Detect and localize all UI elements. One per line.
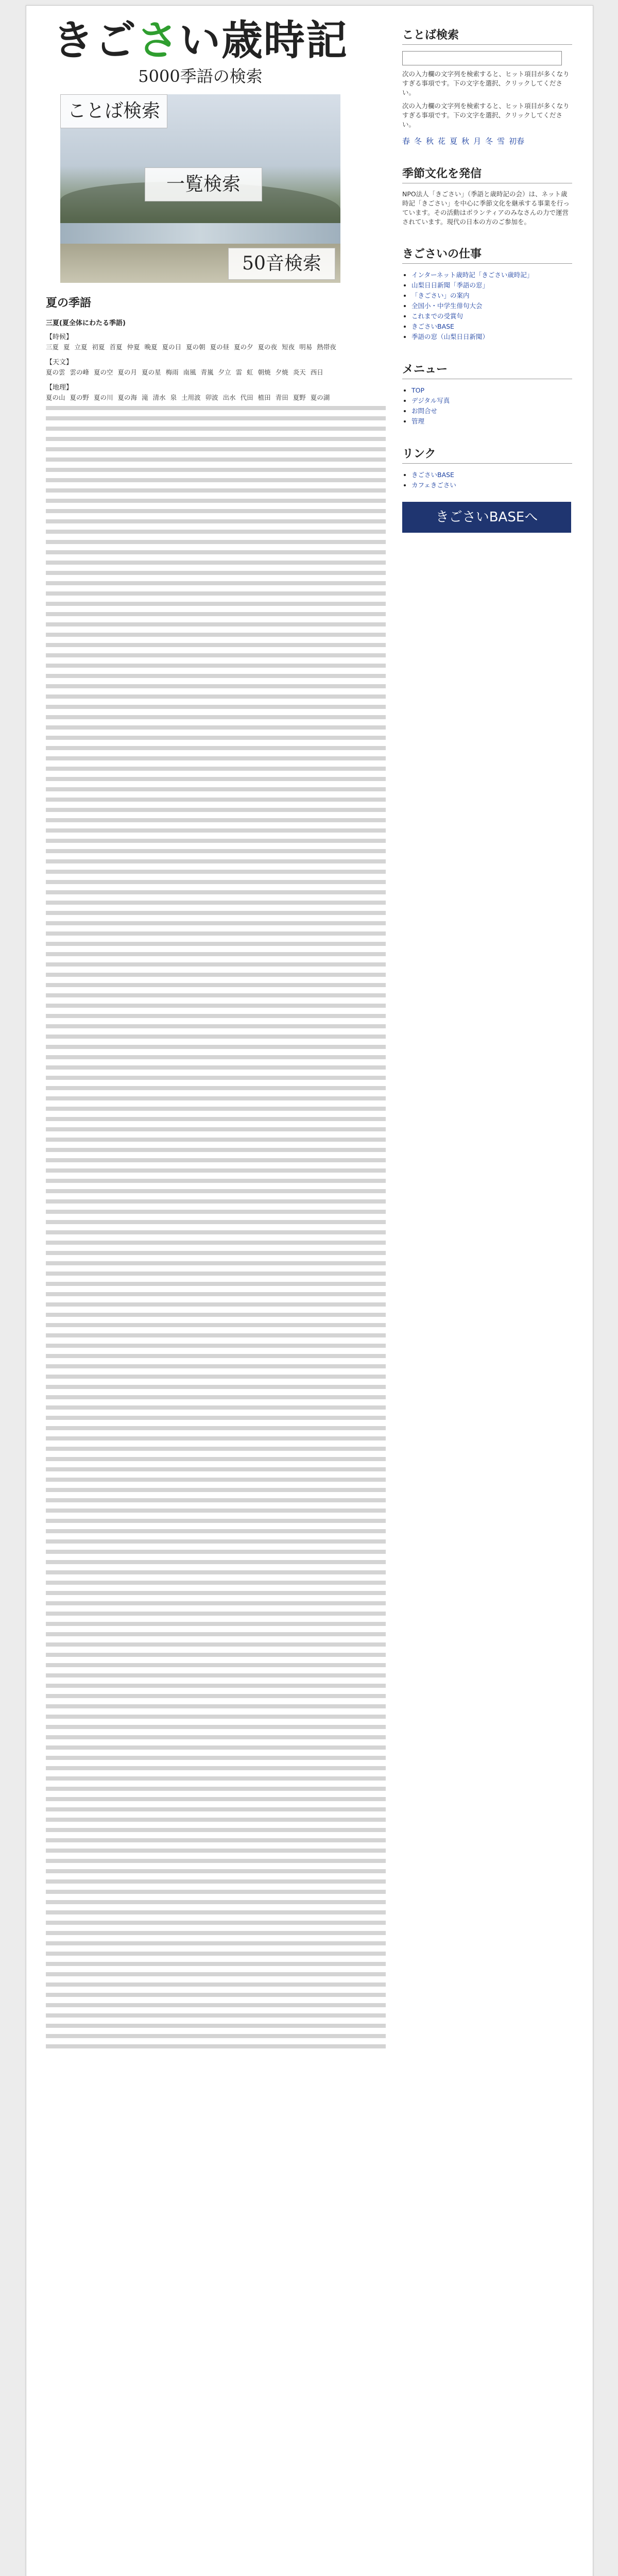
site-title[interactable] (46, 17, 355, 63)
quick-char-link[interactable]: 秋 (426, 137, 434, 146)
banner-river (60, 223, 340, 244)
link-heading: リンク (402, 448, 436, 461)
divider (402, 463, 572, 464)
page (26, 5, 593, 2576)
kigo-word[interactable]: 土用波 (181, 394, 201, 401)
kigo-list-continuation (46, 406, 386, 2055)
link-list (411, 470, 572, 490)
kigo-word[interactable]: 夏の川 (94, 394, 113, 401)
quick-char-link[interactable]: 雪 (497, 137, 505, 146)
kigo-word[interactable]: 晩夏 (144, 343, 158, 351)
kigo-word[interactable]: 夏の海 (117, 394, 138, 401)
quick-char-link[interactable]: 初春 (509, 137, 525, 146)
kigo-word[interactable]: 青嵐 (200, 368, 214, 376)
site-subtitle: 5000季語の検索 (138, 66, 263, 86)
link-link[interactable]: カフェきごさい (411, 481, 456, 489)
title-accent: さ (137, 16, 179, 64)
kigo-word[interactable]: 夏の夕 (234, 343, 253, 351)
kigo-word[interactable]: 夕焼 (275, 368, 288, 376)
main-column (46, 17, 386, 2059)
kigo-word[interactable]: 朝焼 (258, 368, 271, 376)
category-heading: 【時候】 (46, 333, 73, 341)
kigo-word[interactable]: 卯波 (205, 394, 218, 401)
kigo-word[interactable]: 夕立 (218, 368, 231, 376)
menu-link[interactable]: TOP (411, 386, 425, 394)
search-heading: ことば検索 (402, 29, 459, 42)
search-desc-1: 次の入力欄の文字列を検索すると、ヒット項目が多くなりすぎる事項です。下の文字を選択、クリックしてください。 (402, 70, 570, 96)
search-row (402, 51, 572, 65)
kigo-word[interactable]: 清水 (152, 394, 166, 401)
kigo-word[interactable]: 夏の日 (162, 343, 182, 351)
menu-item (411, 416, 572, 427)
kigo-word[interactable]: 夏の月 (117, 368, 138, 376)
kigo-list (46, 317, 386, 403)
quick-char-link[interactable]: 冬 (485, 137, 493, 146)
link-link[interactable]: きごさいBASE (411, 471, 454, 479)
kigo-word[interactable]: 夏の空 (94, 368, 113, 376)
kigo-word[interactable]: 夏野 (293, 394, 306, 401)
title-part-a: きご (53, 16, 137, 64)
kigo-word[interactable]: 仲夏 (127, 343, 140, 351)
kigo-word-list (46, 367, 386, 378)
menu-link[interactable]: 管理 (411, 417, 425, 425)
work-link[interactable]: これまでの受賞句 (411, 312, 464, 320)
work-list (411, 270, 572, 342)
sidebar (402, 26, 572, 533)
kigo-word[interactable]: 南風 (183, 368, 196, 376)
work-link[interactable]: 山梨日日新聞「季語の窓」 (411, 281, 489, 289)
kigo-word[interactable]: 虹 (247, 368, 253, 376)
kigo-word[interactable]: 初夏 (92, 343, 105, 351)
kotoba-search-button[interactable]: ことば検索 (60, 94, 167, 128)
menu-list (411, 385, 572, 427)
kigo-word[interactable]: 青田 (275, 394, 288, 401)
category-heading: 【地理】 (46, 384, 73, 392)
kigo-word[interactable]: 夏の野 (70, 394, 90, 401)
work-item (411, 321, 572, 332)
link-item (411, 480, 572, 490)
quick-chars (402, 135, 572, 146)
kigo-culture-block (402, 165, 572, 227)
kigo-word[interactable]: 滝 (142, 394, 148, 401)
title-part-b: い歳時記 (179, 16, 348, 64)
work-item (411, 280, 572, 291)
menu-item (411, 385, 572, 396)
period-heading: 三夏(夏全体にわたる季語) (46, 319, 126, 327)
link-block (402, 445, 572, 490)
season-heading: 夏の季語 (46, 297, 92, 310)
work-item (411, 301, 572, 311)
link-item (411, 470, 572, 480)
work-link[interactable]: インターネット歳時記「きごさい歳時記」 (411, 271, 534, 279)
kigo-word-list (46, 342, 386, 352)
kigosai-base-button[interactable]: きごさいBASEへ (402, 502, 571, 533)
kigo-word[interactable]: 夏の湖 (310, 394, 330, 401)
kigo-word[interactable]: 明易 (299, 343, 313, 351)
quick-char-link[interactable]: 冬 (414, 137, 422, 146)
kigo-word[interactable]: 梅雨 (165, 368, 179, 376)
work-item (411, 291, 572, 301)
kigo-word[interactable]: 首夏 (109, 343, 123, 351)
kigo-word[interactable]: 熱帯夜 (317, 343, 336, 351)
menu-heading: メニュー (402, 363, 448, 376)
kigo-word-list (46, 393, 386, 403)
kigo-word[interactable]: 夏の雲 (46, 368, 65, 376)
search-desc-2: 次の入力欄の文字列を検索すると、ヒット項目が多くなりすぎる事項です。下の文字を選択、クリックしてください。 (402, 102, 570, 128)
work-block (402, 245, 572, 342)
menu-link[interactable]: デジタル写真 (411, 397, 450, 404)
kigo-culture-heading: 季節文化を発信 (402, 167, 482, 180)
menu-item (411, 396, 572, 406)
kigo-word[interactable]: 夏の朝 (186, 343, 205, 351)
kigo-word[interactable]: 三夏 (46, 343, 59, 351)
kigo-word[interactable]: 雷 (235, 368, 243, 376)
kigo-word[interactable]: 立夏 (74, 343, 88, 351)
kigo-word[interactable]: 出水 (222, 394, 236, 401)
divider (402, 44, 572, 45)
kigo-word[interactable]: 泉 (170, 394, 177, 401)
work-link[interactable]: きごさいBASE (411, 323, 454, 330)
gojuon-search-button[interactable]: 50音検索 (228, 248, 335, 280)
menu-block (402, 361, 572, 427)
kigo-word[interactable]: 夏 (63, 343, 70, 351)
work-link[interactable]: 季語の窓（山梨日日新聞） (411, 333, 489, 341)
menu-item (411, 406, 572, 416)
work-item (411, 311, 572, 321)
search-input[interactable] (402, 51, 562, 65)
category-heading: 【天文】 (46, 359, 73, 366)
work-link[interactable]: 「きごさい」の案内 (411, 292, 470, 299)
kigo-word[interactable]: 炎天 (293, 368, 306, 376)
work-link[interactable]: 全国小・中学生俳句大会 (411, 302, 483, 310)
divider (402, 263, 572, 264)
kigo-word[interactable]: 植田 (258, 394, 271, 401)
quick-char-link[interactable]: 夏 (450, 137, 458, 146)
work-heading: きごさいの仕事 (402, 248, 482, 261)
kigo-word[interactable]: 代田 (240, 394, 253, 401)
kigo-culture-desc: NPO法人「きごさい」（季語と歳時記の会）は、ネット歳時記「きごさい」を中心に季節文化を継承する事業を行っています。その活動はボランティアのみなさんの力で運営されています。現代の日本の方のご参加を。 (402, 190, 570, 226)
work-item (411, 270, 572, 280)
kigo-word[interactable]: 夏の夜 (258, 343, 278, 351)
header-banner-image (60, 94, 340, 283)
list-search-button[interactable]: 一覧検索 (145, 167, 262, 201)
kigo-word[interactable]: 夏の昼 (210, 343, 230, 351)
quick-char-link[interactable]: 月 (473, 137, 482, 146)
quick-char-link[interactable]: 春 (402, 137, 410, 146)
kigo-word[interactable]: 夏の山 (46, 394, 65, 401)
kigo-word[interactable]: 雲の峰 (70, 368, 90, 376)
kigo-word[interactable]: 短夜 (282, 343, 295, 351)
menu-link[interactable]: お問合せ (411, 407, 438, 415)
kigo-word[interactable]: 夏の星 (142, 368, 161, 376)
kigo-word[interactable]: 西日 (310, 368, 323, 376)
quick-char-link[interactable]: 花 (438, 137, 446, 146)
quick-char-link[interactable]: 秋 (461, 137, 470, 146)
work-item (411, 332, 572, 342)
